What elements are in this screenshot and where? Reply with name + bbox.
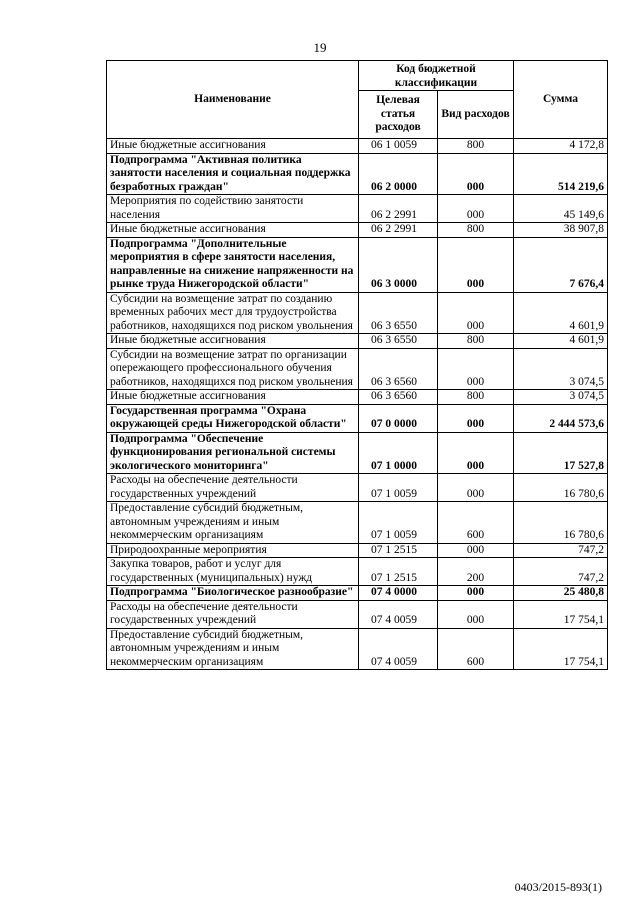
row-expense-kind: 000	[438, 153, 514, 195]
row-sum: 4 601,9	[514, 334, 608, 349]
row-name: Мероприятия по содействию занятости населения	[107, 195, 359, 223]
table-row	[107, 628, 608, 670]
row-name: Закупка товаров, работ и услуг для государственных (муниципальных) нужд	[107, 558, 359, 586]
row-sum: 45 149,6	[514, 195, 608, 223]
row-target-article: 06 3 6550	[359, 292, 438, 334]
document-code: 0403/2015-893(1)	[514, 880, 602, 894]
table-body	[107, 139, 608, 670]
row-name: Подпрограмма "Биологическое разнообразие"	[107, 586, 359, 601]
header-sum: Сумма	[514, 61, 608, 139]
row-sum: 747,2	[514, 543, 608, 558]
row-sum: 747,2	[514, 558, 608, 586]
row-expense-kind: 000	[438, 586, 514, 601]
row-target-article: 06 1 0059	[359, 139, 438, 154]
row-expense-kind: 800	[438, 334, 514, 349]
table-row	[107, 502, 608, 544]
row-expense-kind: 000	[438, 432, 514, 474]
table-row	[107, 348, 608, 390]
row-expense-kind: 800	[438, 223, 514, 238]
row-expense-kind: 000	[438, 543, 514, 558]
row-target-article: 06 3 6560	[359, 390, 438, 405]
row-name: Иные бюджетные ассигнования	[107, 334, 359, 349]
row-sum: 3 074,5	[514, 390, 608, 405]
row-expense-kind: 000	[438, 237, 514, 292]
budget-table	[106, 60, 608, 670]
row-expense-kind: 800	[438, 390, 514, 405]
row-name: Государственная программа "Охрана окружающей среды Нижегородской области"	[107, 404, 359, 432]
row-sum: 25 480,8	[514, 586, 608, 601]
table-row	[107, 432, 608, 474]
row-target-article: 06 3 6550	[359, 334, 438, 349]
row-expense-kind: 000	[438, 292, 514, 334]
row-sum: 3 074,5	[514, 348, 608, 390]
page-number: 19	[313, 40, 327, 55]
row-sum: 4 601,9	[514, 292, 608, 334]
row-name: Подпрограмма "Дополнительные мероприятия в сфере занятости населения, направленные на снижение напряженности на рынке труда Нижегородской области"	[107, 237, 359, 292]
row-sum: 514 219,6	[514, 153, 608, 195]
table-row	[107, 237, 608, 292]
row-expense-kind: 000	[438, 404, 514, 432]
table-row	[107, 586, 608, 601]
row-sum: 16 780,6	[514, 502, 608, 544]
row-name: Подпрограмма "Активная политика занятости населения и социальная поддержка безработных граждан"	[107, 153, 359, 195]
row-sum: 17 754,1	[514, 628, 608, 670]
table-row	[107, 404, 608, 432]
header-expense-kind: Вид расходов	[438, 91, 514, 139]
header-target-article: Целевая статья расходов	[359, 91, 438, 139]
row-target-article: 07 4 0059	[359, 600, 438, 628]
row-target-article: 06 2 2991	[359, 223, 438, 238]
row-expense-kind: 600	[438, 502, 514, 544]
row-name: Иные бюджетные ассигнования	[107, 390, 359, 405]
row-target-article: 06 3 6560	[359, 348, 438, 390]
row-expense-kind: 800	[438, 139, 514, 154]
table-row	[107, 334, 608, 349]
table-row	[107, 600, 608, 628]
table-row	[107, 292, 608, 334]
table-row	[107, 195, 608, 223]
table-row	[107, 543, 608, 558]
row-name: Природоохранные мероприятия	[107, 543, 359, 558]
row-name: Субсидии на возмещение затрат по организации опережающего профессионального обучения работников, находящихся под риском увольнения	[107, 348, 359, 390]
row-sum: 16 780,6	[514, 474, 608, 502]
row-name: Расходы на обеспечение деятельности государственных учреждений	[107, 474, 359, 502]
row-name: Подпрограмма "Обеспечение функционирования региональной системы экологического мониторинга"	[107, 432, 359, 474]
header-name: Наименование	[107, 61, 359, 139]
row-sum: 38 907,8	[514, 223, 608, 238]
row-target-article: 07 1 0059	[359, 474, 438, 502]
row-target-article: 06 2 0000	[359, 153, 438, 195]
row-expense-kind: 000	[438, 474, 514, 502]
row-name: Расходы на обеспечение деятельности государственных учреждений	[107, 600, 359, 628]
table-row	[107, 558, 608, 586]
row-name: Иные бюджетные ассигнования	[107, 139, 359, 154]
table-row	[107, 153, 608, 195]
row-sum: 7 676,4	[514, 237, 608, 292]
table-row	[107, 474, 608, 502]
header-classification: Код бюджетной классификации	[359, 61, 514, 91]
row-target-article: 07 0 0000	[359, 404, 438, 432]
row-expense-kind: 000	[438, 348, 514, 390]
row-target-article: 07 1 2515	[359, 543, 438, 558]
table-row	[107, 223, 608, 238]
row-expense-kind: 000	[438, 195, 514, 223]
row-sum: 17 754,1	[514, 600, 608, 628]
row-sum: 4 172,8	[514, 139, 608, 154]
row-sum: 17 527,8	[514, 432, 608, 474]
row-expense-kind: 200	[438, 558, 514, 586]
row-target-article: 06 2 2991	[359, 195, 438, 223]
row-target-article: 06 3 0000	[359, 237, 438, 292]
row-expense-kind: 600	[438, 628, 514, 670]
table-row	[107, 139, 608, 154]
table-row	[107, 390, 608, 405]
row-name: Иные бюджетные ассигнования	[107, 223, 359, 238]
row-sum: 2 444 573,6	[514, 404, 608, 432]
row-target-article: 07 4 0059	[359, 628, 438, 670]
row-name: Предоставление субсидий бюджетным, автономным учреждениям и иным некоммерческим организациям	[107, 628, 359, 670]
row-target-article: 07 1 2515	[359, 558, 438, 586]
row-name: Субсидии на возмещение затрат по созданию временных рабочих мест для трудоустройства работников, находящихся под риском увольнения	[107, 292, 359, 334]
row-expense-kind: 000	[438, 600, 514, 628]
row-target-article: 07 1 0000	[359, 432, 438, 474]
row-target-article: 07 4 0000	[359, 586, 438, 601]
row-name: Предоставление субсидий бюджетным, автономным учреждениям и иным некоммерческим организациям	[107, 502, 359, 544]
row-target-article: 07 1 0059	[359, 502, 438, 544]
